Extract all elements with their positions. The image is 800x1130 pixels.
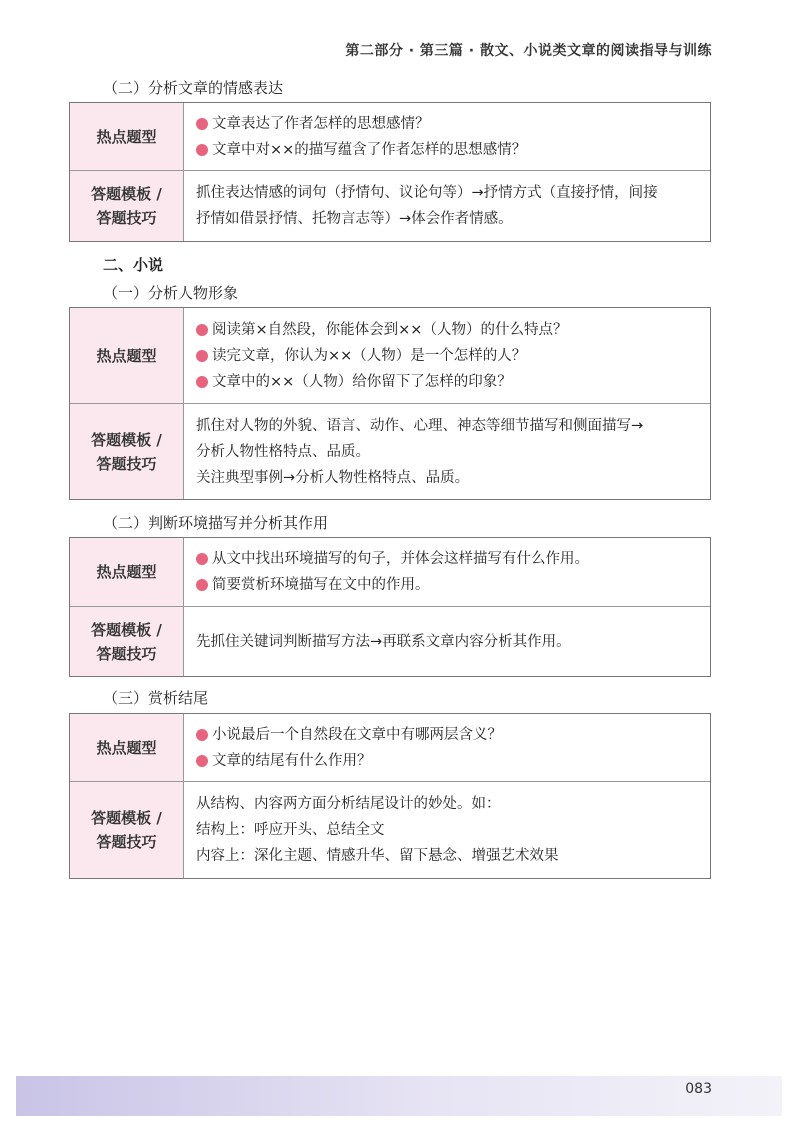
hot-type-label: 热点题型 [70, 714, 184, 781]
bullet-dot-icon [196, 579, 208, 591]
answer-line: 内容上：深化主题、情感升华、留下悬念、增强艺术效果 [196, 848, 559, 864]
table-ending [69, 713, 711, 879]
table-environment [69, 537, 711, 677]
answer-line: 关注典型事例→分析人物性格特点、品质。 [196, 469, 470, 486]
subheading-ending: （三）赏析结尾 [103, 689, 209, 707]
answer-template-label: 答题模板 / 答题技巧 [70, 607, 184, 676]
answer-line: 从结构、内容两方面分析结尾设计的妙处。如： [196, 796, 501, 812]
bullet-dot-icon [196, 553, 208, 565]
hot-type-row [70, 714, 710, 781]
answer-line: 抒情如借景抒情、托物言志等）→体会作者情感。 [196, 211, 513, 227]
answer-content [184, 607, 710, 676]
hot-type-label: 热点题型 [70, 538, 184, 606]
hot-question: 读完文章，你认为××（人物）是一个怎样的人？ [196, 343, 700, 369]
table-prose-emotion [69, 102, 711, 242]
bullet-dot-icon [196, 144, 208, 156]
subheading-prose-emotion: （二）分析文章的情感表达 [103, 79, 284, 97]
hot-question: 简要赏析环境描写在文中的作用。 [196, 572, 700, 598]
answer-row [70, 170, 710, 241]
answer-template-label: 答题模板 / 答题技巧 [70, 782, 184, 878]
answer-template-label: 答题模板 / 答题技巧 [70, 404, 184, 499]
hot-type-row [70, 538, 710, 606]
bullet-dot-icon [196, 350, 208, 362]
hot-question: 文章表达了作者怎样的思想感情？ [196, 111, 700, 137]
hot-type-row [70, 308, 710, 403]
answer-line: 先抓住关键词判断描写方法→再联系文章内容分析其作用。 [196, 633, 571, 650]
answer-content [184, 404, 710, 499]
subheading-environment: （二）判断环境描写并分析其作用 [103, 514, 329, 532]
hot-type-label: 热点题型 [70, 103, 184, 170]
answer-template-label: 答题模板 / 答题技巧 [70, 171, 184, 241]
answer-row [70, 781, 710, 878]
answer-line: 分析人物性格特点、品质。 [196, 443, 370, 460]
answer-row [70, 403, 710, 499]
table-character [69, 307, 711, 500]
hot-type-content [184, 103, 710, 170]
answer-line: 抓住表达情感的词句（抒情句、议论句等）→抒情方式（直接抒情，间接 [196, 185, 658, 201]
subheading-character: （一）分析人物形象 [103, 284, 239, 302]
bullet-dot-icon [196, 729, 208, 741]
running-header: 第二部分 · 第三篇 · 散文、小说类文章的阅读指导与训练 [345, 43, 712, 59]
page-number: 083 [685, 1081, 712, 1097]
bullet-dot-icon [196, 118, 208, 130]
hot-question: 文章中的××（人物）给你留下了怎样的印象？ [196, 369, 700, 395]
hot-type-content [184, 308, 710, 403]
hot-type-content [184, 538, 710, 606]
hot-question: 小说最后一个自然段在文章中有哪两层含义？ [196, 722, 700, 748]
bullet-dot-icon [196, 324, 208, 336]
answer-line: 结构上：呼应开头、总结全文 [196, 822, 385, 838]
answer-row [70, 606, 710, 676]
answer-line: 抓住对人物的外貌、语言、动作、心理、神态等细节描写和侧面描写→ [196, 417, 644, 434]
bullet-dot-icon [196, 755, 208, 767]
answer-content [184, 171, 710, 241]
section-heading-novel: 二、小说 [103, 256, 164, 274]
answer-content [184, 782, 710, 878]
bullet-dot-icon [196, 376, 208, 388]
hot-question: 文章中对××的描写蕴含了作者怎样的思想感情？ [196, 137, 700, 163]
footer-band [16, 1076, 782, 1116]
hot-type-content [184, 714, 710, 781]
hot-question: 从文中找出环境描写的句子，并体会这样描写有什么作用。 [196, 546, 700, 572]
hot-type-label: 热点题型 [70, 308, 184, 403]
hot-question: 文章的结尾有什么作用？ [196, 748, 700, 774]
hot-type-row [70, 103, 710, 170]
hot-question: 阅读第×自然段，你能体会到××（人物）的什么特点？ [196, 317, 700, 343]
